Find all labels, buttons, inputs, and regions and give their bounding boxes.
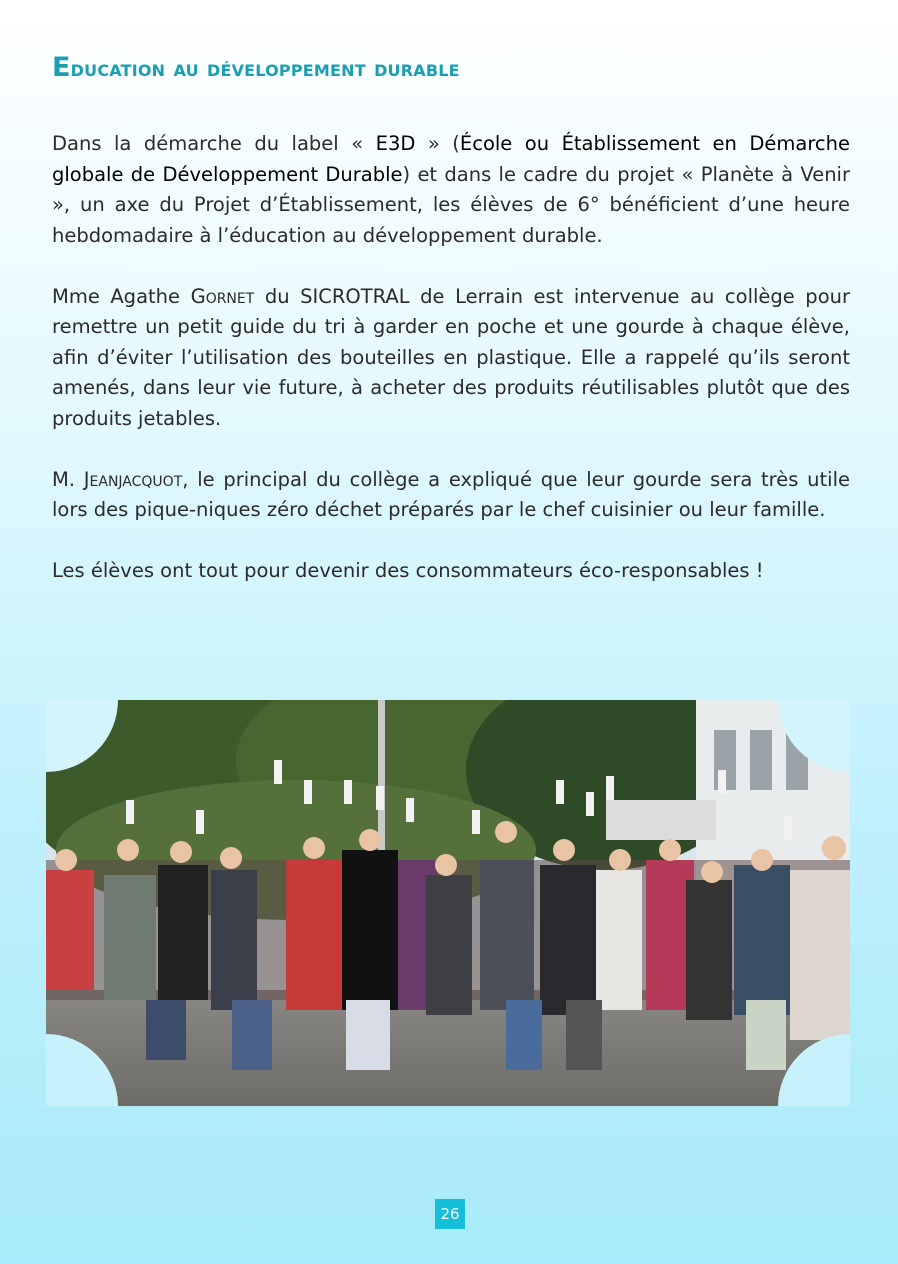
paragraph-3: M. Jeanjacquot, le principal du collège a expliqué que leur gourde sera très utile lors des pique-niques zéro déchet préparés par le chef cuisinier ou leur famille. (52, 467, 850, 521)
page-title: Education au développement durable (52, 52, 460, 83)
label-e3d: E3D (375, 132, 416, 155)
paragraph-1: Dans la démarche du label « E3D » (École ou Établissement en Démarche globale de Développement Durable) et dans le cadre du projet « Planète à Venir », un axe du Projet d’Établissement, les élèves de 6° bénéficient d’une heure hebdomadaire à l’éducation au développement durable. (52, 132, 850, 247)
group-photo-illustration (46, 700, 850, 1106)
group-photo (46, 700, 850, 1106)
paragraph-4: Les élèves ont tout pour devenir des consommateurs éco-responsables ! (52, 559, 764, 582)
body-text (52, 129, 850, 617)
label-e3d-full: École ou Établissement en Démarche globale de Développement Durable (52, 132, 850, 186)
page-number: 26 (435, 1199, 465, 1229)
paragraph-2: Mme Agathe Gornet du SICROTRAL de Lerrain est intervenue au collège pour remettre un petit guide du tri à garder en poche et une gourde à chaque élève, afin d’éviter l’utilisation des bouteilles en plastique. Elle a rappelé qu’ils seront amenés, dans leur vie future, à acheter des produits réutilisables plutôt que des produits jetables. (52, 284, 850, 430)
